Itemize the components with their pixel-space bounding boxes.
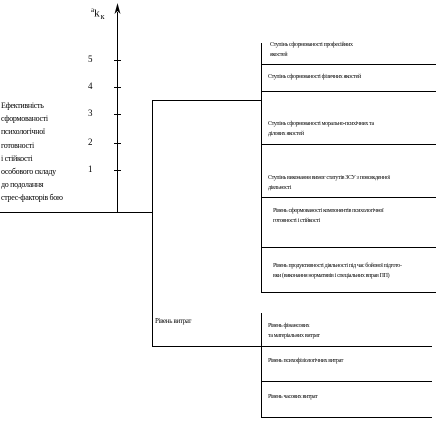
tick-label-3: 3 [88,108,93,118]
effectiveness-item-2: Ступінь сформованості фізичних якостей [268,74,361,80]
effectiveness-label-line: особового складу [1,167,56,176]
effectiveness-label-line: і стійкості [1,154,33,163]
cost-item-3: Рівень часових витрат [268,394,318,400]
effectiveness-item-1: Ступінь сформованості професійних якостей [270,42,353,58]
effectiveness-label-line: психологічної [1,127,45,136]
effectiveness-label-line: сформованості [1,114,48,123]
cost-item-2: Рівень психофізіологічних витрат [268,358,344,364]
tick-label-4: 4 [88,81,93,91]
tick-label-2: 2 [88,137,93,147]
effectiveness-item-4: Ступінь виконання вимог статутів ЗСУ з повсякденної діяльності [268,175,390,191]
effectiveness-label-line: стрес-факторів бою [1,193,63,202]
cost-level-label: Рівень витрат [155,317,192,325]
effectiveness-label-line: до подолання [1,180,44,189]
effectiveness-label-line: готовності [1,141,34,150]
axis-label: $^ak_к$ [91,6,105,21]
effectiveness-item-5: Рівень сформованості компонентів психологічної готовності і стійкості [273,208,384,224]
effectiveness-item-3: Ступінь сформованості морально-психічних та ділових якостей [268,121,374,137]
tick-label-1: 1 [88,164,93,174]
tick-label-5: 5 [88,54,93,64]
cost-item-1: Рівень фінансових та матеріальних витрат [268,323,320,339]
effectiveness-label-line: Ефективність [1,101,44,110]
effectiveness-item-6: Рівень продуктивності діяльності під час бойової підгото- вки (виконання нормативів і спеціальних вправ ПП) [273,263,402,279]
